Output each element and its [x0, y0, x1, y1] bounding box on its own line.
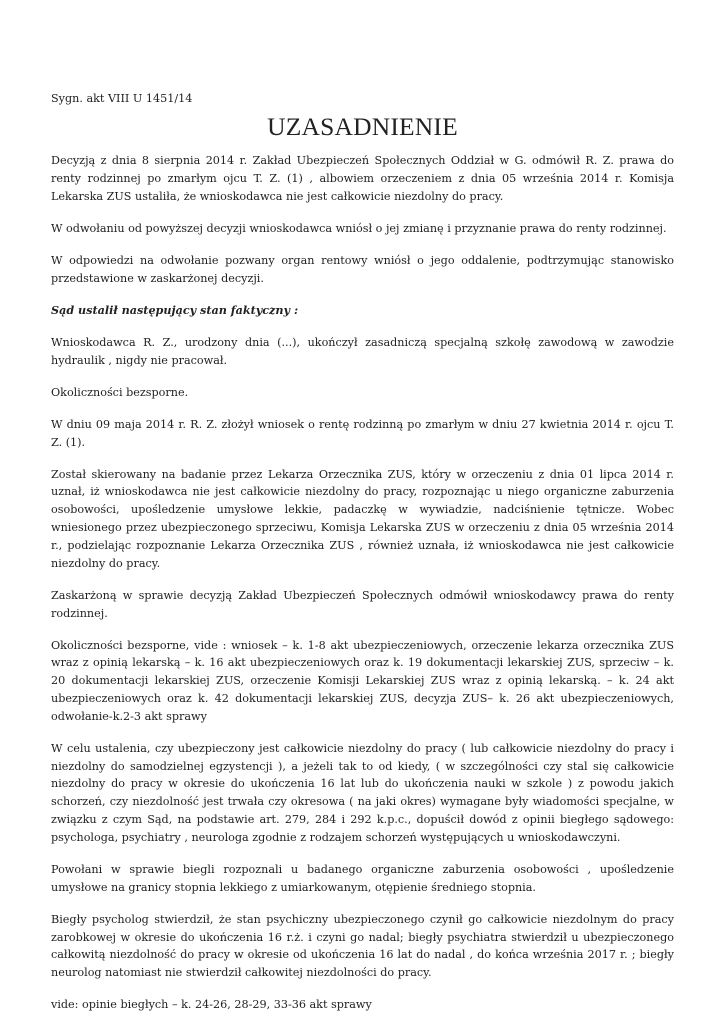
paragraph-application: W dniu 09 maja 2014 r. R. Z. złożył wniosek o rentę rodzinną po zmarłym w dniu 27 kwietnia 2014 r. ojcu T. Z. (1). — [51, 417, 674, 449]
section-heading-facts: Sąd ustalił następujący stan faktyczny : — [51, 302, 299, 317]
paragraph-expert-diagnosis: Powołani w sprawie biegli rozpoznali u badanego organiczne zaburzenia osobowości , upośledzenie umysłowe na granicy stopnia lekkiego z umiarkowanym, otępienie średniego stopnia. — [51, 862, 674, 894]
case-number: Sygn. akt VIII U 1451/14 — [51, 92, 193, 105]
paragraph-expert-opinions: Biegły psycholog stwierdził, że stan psychiczny ubezpieczonego czynił go całkowicie niezdolnym do pracy zarobkowej w okresie do ukończenia 16 r.ż. i czyni go nadal; biegły psychiatra stwierdził u ubezpieczonego całkowitą niezdolność do pracy w okresie od ukończenia 16 lat do nadal , do końca września 2017 r. ; biegły neurolog natomiast nie stwierdził całkowitej niezdolności do pracy. — [51, 912, 674, 980]
document-page — [51, 91, 674, 1028]
paragraph-response: W odpowiedzi na odwołanie pozwany organ rentowy wniósł o jego oddalenie, podtrzymując stanowisko przedstawione w zaskarżonej decyzji. — [51, 253, 674, 285]
paragraph-appeal: W odwołaniu od powyższej decyzji wnioskodawca wniósł o jej zmianę i przyznanie prawa do renty rodzinnej. — [51, 221, 667, 235]
paragraph-expert-appointment: W celu ustalenia, czy ubezpieczony jest całkowicie niezdolny do pracy ( lub całkowicie niezdolny do pracy i niezdolny do samodzielnej egzystencji ), a jeżeli tak to od kiedy, ( w szczególności czy stal się całkowicie niezdolny do pracy w okresie do ukończenia 16 lat lub do ukończenia nauki w szkole ) z powodu jakich schorzeń, czy niezdolność jest trwała czy okresowa ( na jaki okres) wymagane były wiadomości specjalne, w związku z czym Sąd, na podstawie art. 279, 284 i 292 k.p.c., dopuścił dowód z opinii biegłego sądowego: psychologa, psychiatry , neurologa zgodnie z rodzajem schorzeń występujących u wnioskodawczyni. — [51, 741, 674, 844]
paragraph-applicant: Wnioskodawca R. Z., urodzony dnia (...), ukończył zasadniczą specjalną szkołę zawodową w zawodzie hydraulik , nigdy nie pracował. — [51, 335, 674, 367]
paragraph-decision: Decyzją z dnia 8 sierpnia 2014 r. Zakład Ubezpieczeń Społecznych Oddział w G. odmówił R. Z. prawa do renty rodzinnej po zmarłym ojcu T. Z. (1) , albowiem orzeczeniem z dnia 05 września 2014 r. Komisja Lekarska ZUS ustaliła, że wnioskodawca nie jest całkowicie niezdolny do pracy. — [51, 154, 674, 203]
paragraph-contested-decision: Zaskarżoną w sprawie decyzją Zakład Ubezpieczeń Społecznych odmówił wnioskodawcy prawa do renty rodzinnej. — [51, 588, 674, 620]
paragraph-evidence-list: Okoliczności bezsporne, vide : wniosek – k. 1-8 akt ubezpieczeniowych, orzeczenie lekarza orzecznika ZUS wraz z opinią lekarską – k. 16 akt ubezpieczeniowych oraz k. 19 dokumentacji lekarskiej ZUS, sprzeciw – k. 20 dokumentacji lekarskiej ZUS, orzeczenie Komisji Lekarskiej ZUS wraz z opinią lekarską. – k. 24 akt ubezpieczeniowych oraz k. 42 dokumentacji lekarskiej ZUS, decyzja ZUS– k. 26 akt ubezpieczeniowych, odwołanie-k.2-3 akt sprawy — [51, 638, 674, 723]
paragraph-expert-reference: vide: opinie biegłych – k. 24-26, 28-29, 33-36 akt sprawy — [51, 998, 372, 1012]
paragraph-undisputed-1: Okoliczności bezsporne. — [51, 385, 189, 399]
document-title: UZASADNIENIE — [267, 112, 458, 141]
paragraph-medical-exam: Został skierowany na badanie przez Lekarza Orzecznika ZUS, który w orzeczeniu z dnia 01 lipca 2014 r. uznał, iż wnioskodawca nie jest całkowicie niezdolny do pracy, rozpoznając u niego organiczne zaburzenia osobowości, upośledzenie umysłowe lekkie, padaczkę w wywiadzie, nadciśnienie tętnicze. Wobec wniesionego przez ubezpieczonego sprzeciwu, Komisja Lekarska ZUS w orzeczeniu z dnia 05 września 2014 r., podzielając rozpoznanie Lekarza Orzecznika ZUS , również uznała, iż wnioskodawca nie jest całkowicie niezdolny do pracy. — [51, 467, 674, 570]
